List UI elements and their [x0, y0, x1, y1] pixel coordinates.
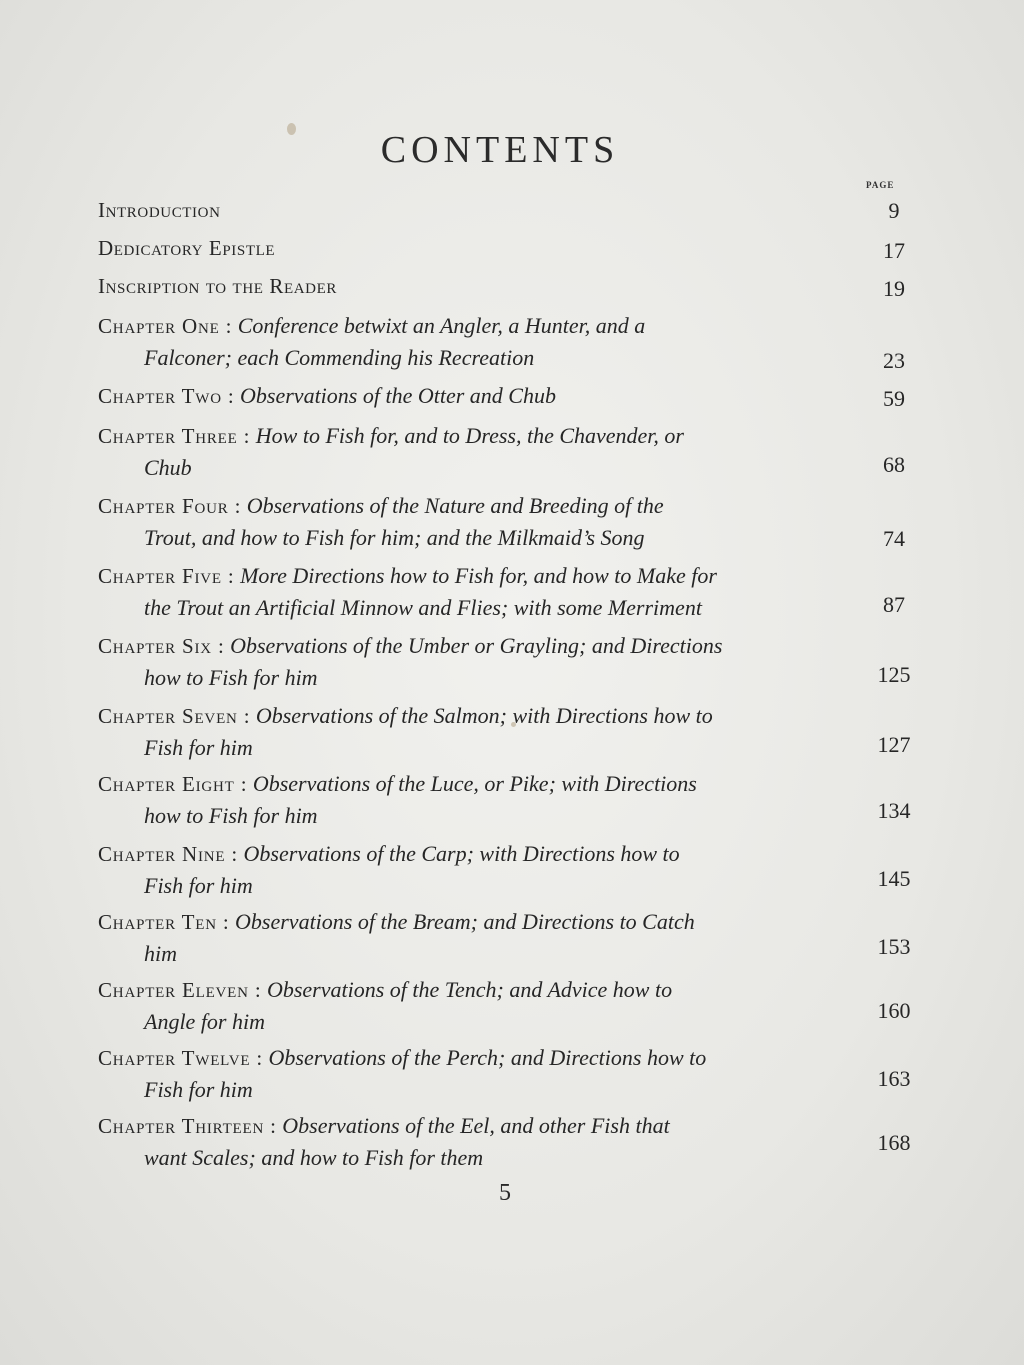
chapter-description: Observations of the Umber or Grayling; and Directions — [230, 633, 723, 658]
toc-entry — [98, 906, 846, 969]
page-number: 127 — [877, 732, 911, 757]
chapter-description-continued: the Trout an Artificial Minnow and Flies; with some Merriment — [144, 595, 702, 620]
chapter-description: More Directions how to Fish for, and how to Make for — [240, 563, 717, 588]
chapter-description-continued: Falconer; each Commending his Recreation — [144, 345, 535, 370]
toc-entry — [98, 195, 846, 226]
chapter-label: Chapter Four : — [98, 494, 242, 518]
chapter-description-continued: Angle for him — [144, 1009, 265, 1034]
chapter-description: Observations of the Eel, and other Fish that — [282, 1113, 670, 1138]
chapter-description-continued: Fish for him — [144, 1077, 253, 1102]
page-number: 87 — [883, 592, 905, 617]
page-number: 153 — [877, 934, 911, 959]
chapter-description: Observations of the Otter and Chub — [240, 383, 556, 408]
chapter-label: Chapter Three : — [98, 424, 251, 448]
folio-page-number: 5 — [499, 1180, 511, 1206]
toc-entry — [98, 1042, 846, 1105]
chapter-label: Chapter Five : — [98, 564, 235, 588]
toc-entry — [98, 490, 846, 553]
toc-entry — [98, 838, 846, 901]
page-number: 74 — [883, 526, 905, 551]
entry-label: Dedicatory Epistle — [98, 236, 276, 260]
chapter-description-continued: want Scales; and how to Fish for them — [144, 1145, 484, 1170]
chapter-description-continued: Trout, and how to Fish for him; and the Milkmaid’s Song — [144, 525, 645, 550]
toc-entry — [98, 271, 846, 302]
chapter-description: Observations of the Carp; with Directions how to — [243, 841, 680, 866]
chapter-label: Chapter Six : — [98, 634, 225, 658]
toc-entry — [98, 233, 846, 264]
chapter-description: How to Fish for, and to Dress, the Chavender, or — [255, 423, 684, 448]
toc-entry — [98, 560, 846, 623]
chapter-description: Observations of the Tench; and Advice how to — [266, 977, 673, 1002]
page-number: 17 — [883, 238, 905, 263]
entry-label: Introduction — [98, 198, 221, 222]
toc-entry — [98, 420, 846, 483]
chapter-description: Observations of the Luce, or Pike; with Directions — [252, 771, 697, 796]
page-number: 19 — [883, 276, 905, 301]
chapter-description-continued: him — [144, 941, 177, 966]
page-number: 59 — [883, 386, 905, 411]
chapter-description-continued: Fish for him — [144, 735, 253, 760]
chapter-description: Observations of the Salmon; with Directions how to — [255, 703, 713, 728]
page-number: 134 — [877, 798, 911, 823]
toc-entry — [98, 768, 846, 831]
chapter-description-continued: how to Fish for him — [144, 803, 318, 828]
page-column-header: PAGE — [866, 180, 895, 190]
chapter-description: Observations of the Bream; and Directions to Catch — [235, 909, 695, 934]
chapter-label: Chapter Twelve : — [98, 1046, 264, 1070]
chapter-label: Chapter Eight : — [98, 772, 248, 796]
chapter-description-continued: Chub — [144, 455, 192, 480]
page-number: 23 — [883, 348, 905, 373]
page-number: 163 — [877, 1066, 911, 1091]
chapter-label: Chapter Eleven : — [98, 978, 262, 1002]
chapter-label: Chapter One : — [98, 314, 233, 338]
chapter-description-continued: Fish for him — [144, 873, 253, 898]
entry-label: Inscription to the Reader — [98, 274, 337, 298]
page-number: 145 — [877, 866, 911, 891]
chapter-description-continued: how to Fish for him — [144, 665, 318, 690]
chapter-label: Chapter Nine : — [98, 842, 239, 866]
toc-entry — [98, 1110, 846, 1173]
chapter-description: Observations of the Perch; and Directions how to — [268, 1045, 707, 1070]
page-number: 168 — [877, 1130, 911, 1155]
chapter-description: Conference betwixt an Angler, a Hunter, and a — [237, 313, 646, 338]
chapter-label: Chapter Ten : — [98, 910, 230, 934]
toc-entry — [98, 380, 846, 412]
toc-entry — [98, 974, 846, 1037]
page-title: CONTENTS — [380, 129, 620, 171]
toc-entry — [98, 700, 846, 763]
chapter-label: Chapter Thirteen : — [98, 1114, 277, 1138]
page-number: 9 — [888, 198, 900, 223]
page-number: 68 — [883, 452, 905, 477]
chapter-description: Observations of the Nature and Breeding of the — [246, 493, 664, 518]
toc-entry — [98, 630, 846, 693]
chapter-label: Chapter Seven : — [98, 704, 251, 728]
page-number: 160 — [877, 998, 911, 1023]
toc-entry — [98, 310, 846, 373]
page-number: 125 — [877, 662, 911, 687]
chapter-label: Chapter Two : — [98, 384, 235, 408]
